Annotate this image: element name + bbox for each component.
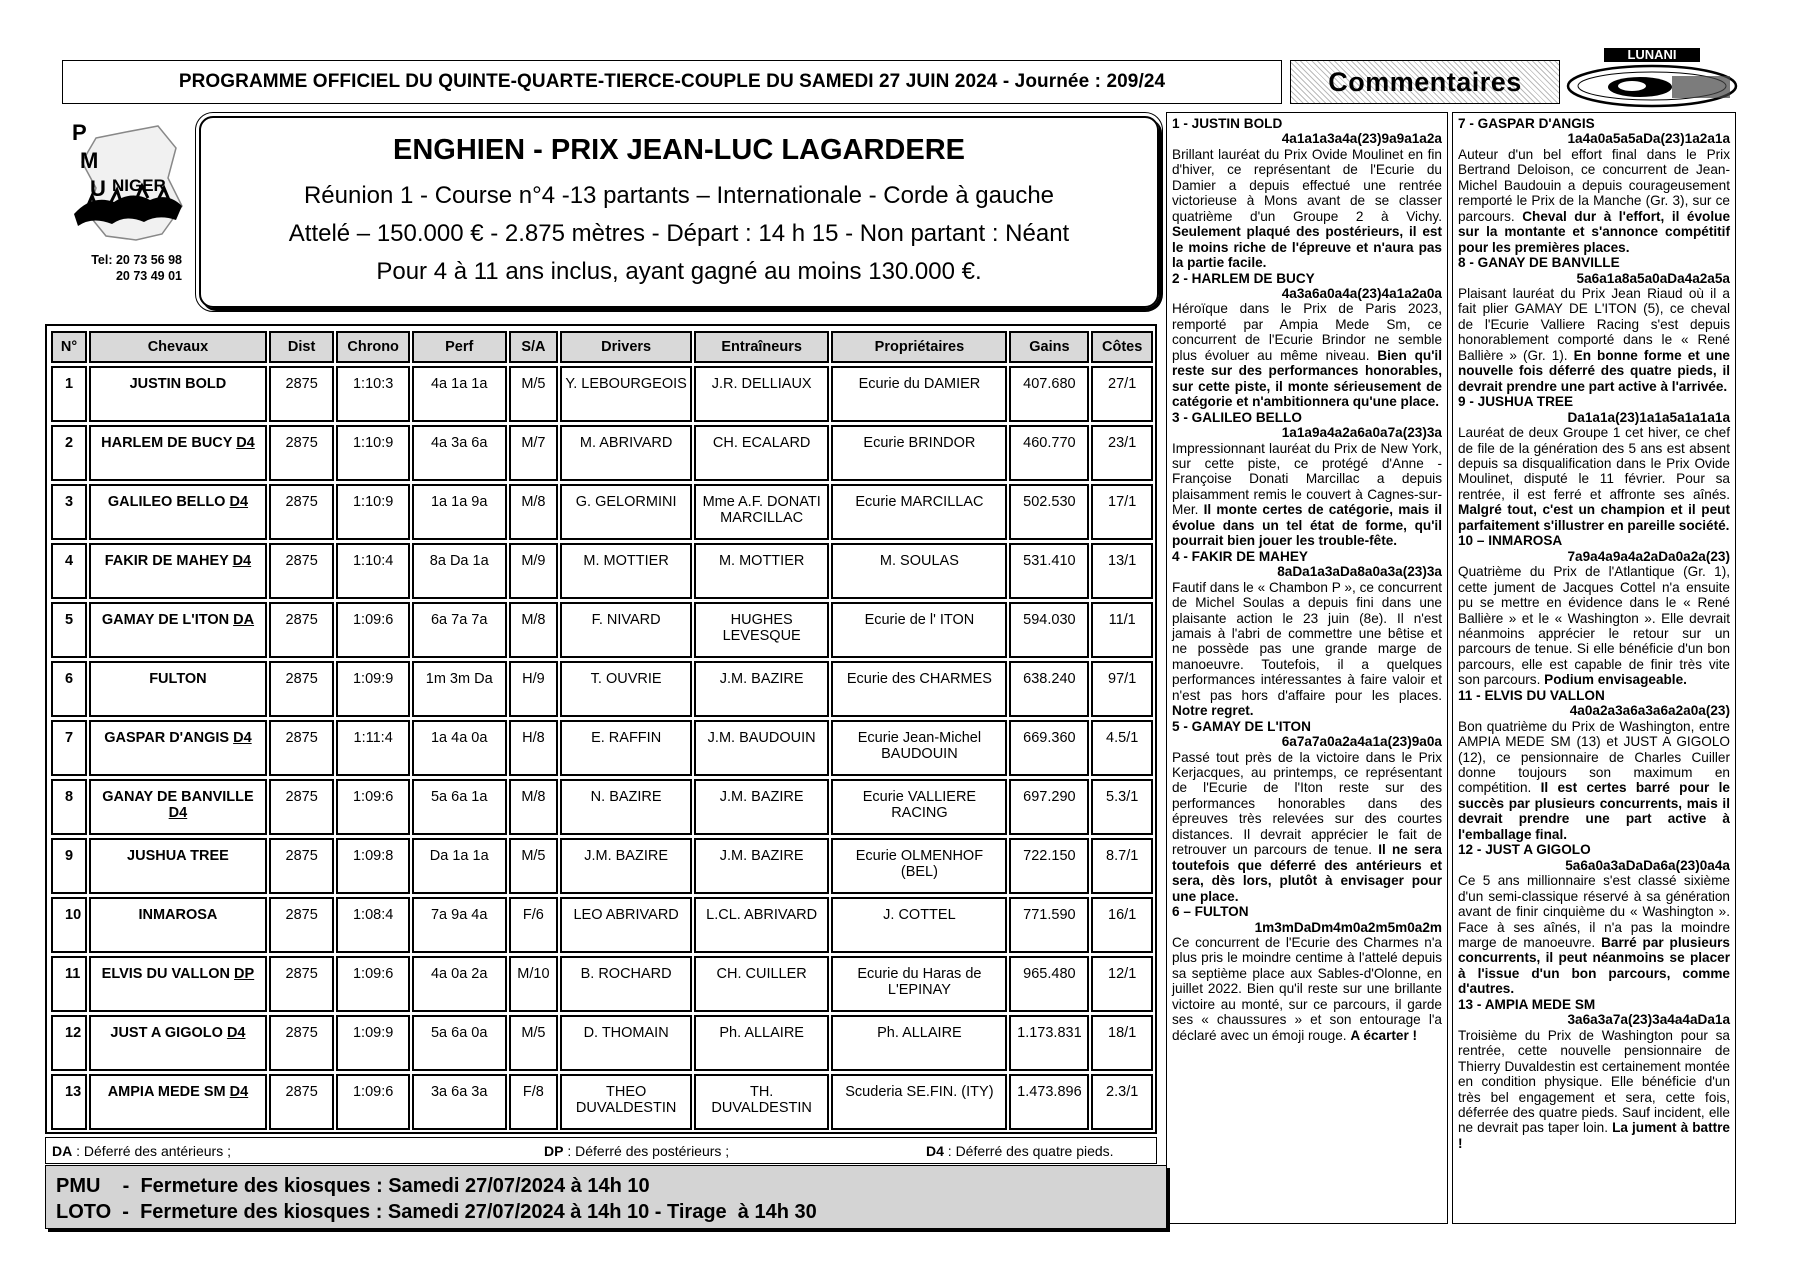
comment-entry	[1172, 271, 1442, 410]
comment-verdict: A écarter !	[1350, 1027, 1418, 1043]
odds-cell: 8.7/1	[1091, 838, 1153, 894]
comment-performances: 8aDa1a3aDa8a0a3a(23)3a	[1277, 564, 1442, 580]
comment-performances: 5a6a0a3aDaDa6a(23)0a4a	[1565, 857, 1730, 873]
odds-cell: 11/1	[1091, 602, 1153, 658]
lunani-logo-text: LUNANI	[1627, 47, 1677, 62]
comment-verdict: Malgré tout, c'est un champion et il peut parfaitement s'illustrer en pareille société.	[1458, 502, 1730, 533]
odds-cell: 5.3/1	[1091, 779, 1153, 835]
earnings-cell: 594.030	[1009, 602, 1089, 658]
column-header: Perf	[412, 331, 507, 363]
sex-age-cell: M/8	[509, 484, 559, 540]
comment-verdict: Il est certes barré pour le succès par plusieurs concurrents, mais il devrait prendre une part active à l'emballage final.	[1458, 780, 1730, 842]
comment-performances: 5a6a1a8a5a0aDa4a2a5a	[1576, 270, 1730, 286]
sex-age-cell: M/8	[509, 779, 559, 835]
column-header: Drivers	[560, 331, 692, 363]
sex-age-cell: M/5	[509, 366, 559, 422]
comment-horse-heading: 12 - JUST A GIGOLO	[1458, 842, 1591, 858]
odds-cell: 12/1	[1091, 956, 1153, 1012]
odds-cell: 97/1	[1091, 661, 1153, 717]
horse-name-cell	[89, 602, 267, 658]
owner-cell: Ecurie de l' ITON	[831, 602, 1007, 658]
column-header: Propriétaires	[831, 331, 1007, 363]
earnings-cell: 460.770	[1009, 425, 1089, 481]
table-row	[51, 956, 1153, 1012]
trainer-cell: J.M. BAZIRE	[694, 661, 829, 717]
comment-body: Lauréat de deux Groupe 1 cet hiver, ce chef de file de la génération des 5 ans est absent depuis sa disqualification dans le Prix Ovide Moulinet, disputé le 11 février. Pour sa rentrée, il est ferré et affronte ses aînés.	[1458, 425, 1730, 502]
horse-name: GALILEO BELLO	[107, 494, 226, 510]
driver-cell: G. GELORMINI	[560, 484, 692, 540]
comment-text	[1172, 441, 1442, 549]
comment-body: Brillant lauréat du Prix Ovide Moulinet en fin d'hiver, ce représentant de l'Ecurie du Damier a depuis effectué une rentrée victorieuse à Mons avant de se classer quatrième d'un Groupe 2 à Vichy.	[1172, 146, 1442, 224]
performance-cell: Da 1a 1a	[412, 838, 507, 894]
column-header: Chrono	[336, 331, 410, 363]
comment-horse-heading: 11 - ELVIS DU VALLON	[1458, 687, 1605, 703]
owner-cell: Ecurie OLMENHOF (BEL)	[831, 838, 1007, 894]
comment-verdict: Podium envisageable.	[1544, 672, 1687, 688]
comment-horse-heading: 4 - FAKIR DE MAHEY	[1172, 548, 1308, 564]
comment-horse-heading: 3 - GALILEO BELLO	[1172, 409, 1302, 425]
horse-name: JUSTIN BOLD	[129, 376, 227, 392]
horse-name: HARLEM DE BUCY	[101, 435, 233, 451]
odds-cell: 17/1	[1091, 484, 1153, 540]
comment-performances: 1m3mDaDm4m0a2m5m0a2m	[1254, 919, 1442, 935]
comments-column-left	[1166, 112, 1448, 1224]
earnings-cell: 407.680	[1009, 366, 1089, 422]
chrono-cell: 1:10:4	[336, 543, 410, 599]
runner-number-cell: 8	[51, 779, 87, 835]
trainer-cell: TH. DUVALDESTIN	[694, 1074, 829, 1130]
column-header: Chevaux	[89, 331, 267, 363]
earnings-cell: 1.473.896	[1009, 1074, 1089, 1130]
driver-cell: D. THOMAIN	[560, 1015, 692, 1071]
legend-d4: D4 : Déferré des quatre pieds.	[926, 1143, 1114, 1159]
odds-cell: 2.3/1	[1091, 1074, 1153, 1130]
comment-horse-heading: 10 – INMAROSA	[1458, 533, 1563, 549]
comment-horse-heading: 8 - GANAY DE BANVILLE	[1458, 255, 1620, 271]
horse-name: GANAY DE BANVILLE	[102, 789, 254, 805]
trainer-cell: Mme A.F. DONATI MARCILLAC	[694, 484, 829, 540]
earnings-cell: 722.150	[1009, 838, 1089, 894]
comment-body: Auteur d'un bel effort final dans le Prix Bertrand Deloison, ce concurrent de Jean-Michel Baudouin a depuis courageusement remporté le Prix de la Manche (Gr. 3), sur ce parcours.	[1458, 146, 1730, 224]
earnings-cell: 771.590	[1009, 897, 1089, 953]
comment-performances: 1a4a0a5a5aDa(23)1a2a1a	[1567, 131, 1730, 147]
owner-cell: Ecurie du DAMIER	[831, 366, 1007, 422]
runner-number-cell: 10	[51, 897, 87, 953]
comment-entry	[1172, 410, 1442, 549]
comment-performances: 4a1a1a3a4a(23)9a9a1a2a	[1281, 131, 1442, 147]
table-row	[51, 779, 1153, 835]
earnings-cell: 697.290	[1009, 779, 1089, 835]
sex-age-cell: M/5	[509, 838, 559, 894]
race-info-line-3: Pour 4 à 11 ans inclus, ayant gagné au moins 130.000 €.	[376, 257, 982, 285]
comment-verdict: Bien qu'il reste sur des performances honorables, sur cette piste, il monte sérieusement de catégorie et n'ambitionnera qu'une place.	[1172, 347, 1442, 410]
horse-name: GAMAY DE L'ITON	[101, 612, 230, 628]
owner-cell: Ecurie du Haras de L'EPINAY	[831, 956, 1007, 1012]
table-row	[51, 1015, 1153, 1071]
sex-age-cell: M/8	[509, 602, 559, 658]
comment-verdict: Barré par plusieurs concurrents, il peut néanmoins se placer à l'issue d'un bon parcours, comme d'autres.	[1458, 935, 1730, 997]
driver-cell: LEO ABRIVARD	[560, 897, 692, 953]
distance-cell: 2875	[269, 720, 334, 776]
table-row	[51, 543, 1153, 599]
comment-body: Héroïque dans le Prix de Paris 2023, remporté par Ampia Mede Sm, ce concurrent de l'Ecurie Brindor ne semble plus évoluer au même niveau.	[1172, 301, 1442, 363]
logo-word: NIGER	[112, 176, 166, 195]
driver-cell: J.M. BAZIRE	[560, 838, 692, 894]
comment-performances: Da1a1a(23)1a1a5a1a1a1a	[1567, 409, 1730, 425]
horse-name-cell	[89, 779, 267, 835]
earnings-cell: 502.530	[1009, 484, 1089, 540]
comment-verdict: Notre regret.	[1172, 703, 1254, 719]
pmu-closing-line: PMU - Fermeture des kiosques : Samedi 27/07/2024 à 14h 10	[56, 1175, 650, 1197]
odds-cell: 16/1	[1091, 897, 1153, 953]
lunani-logo	[1562, 46, 1742, 110]
comment-entry	[1458, 842, 1730, 997]
programme-title: PROGRAMME OFFICIEL DU QUINTE-QUARTE-TIERCE-COUPLE DU SAMEDI 27 JUIN 2024 - Journée : 209/24	[62, 60, 1282, 104]
horse-name-cell	[89, 484, 267, 540]
driver-cell: F. NIVARD	[560, 602, 692, 658]
sex-age-cell: M/9	[509, 543, 559, 599]
comment-body: Ce 5 ans millionnaire s'est classé sixième d'un semi-classique réservé à sa génération avant de finir cinquième du « Washington ». Face à ses aînés, il n'a pas la moindre marge de manoeuvre.	[1458, 873, 1730, 951]
owner-cell: Ecurie MARCILLAC	[831, 484, 1007, 540]
column-header: S/A	[509, 331, 559, 363]
logo-letter-m: M	[80, 148, 99, 173]
shoeing-tag: D4	[236, 435, 255, 451]
distance-cell: 2875	[269, 779, 334, 835]
runner-number-cell: 11	[51, 956, 87, 1012]
distance-cell: 2875	[269, 484, 334, 540]
chrono-cell: 1:10:3	[336, 366, 410, 422]
chrono-cell: 1:09:8	[336, 838, 410, 894]
distance-cell: 2875	[269, 1074, 334, 1130]
horse-name-cell	[89, 1015, 267, 1071]
chrono-cell: 1:09:6	[336, 956, 410, 1012]
comment-body: Fautif dans le « Chambon P », ce concurrent de Michel Soulas a depuis fini dans une plaisante action le 23 juin (8e). Il n'est jamais à l'abri de commettre une bêtise et ne possède pas une grande marge de manoeuvre. Toutefois, il a quelques performances intéressantes à faire valoir et n'est pas hors d'affaire pour les places.	[1172, 579, 1442, 703]
table-row	[51, 720, 1153, 776]
driver-cell: THEO DUVALDESTIN	[560, 1074, 692, 1130]
driver-cell: M. ABRIVARD	[560, 425, 692, 481]
shoeing-tag: D4	[232, 553, 252, 569]
distance-cell: 2875	[269, 661, 334, 717]
odds-cell: 23/1	[1091, 425, 1153, 481]
performance-cell: 4a 0a 2a	[412, 956, 507, 1012]
comment-text	[1458, 873, 1730, 997]
trainer-cell: J.M. BAZIRE	[694, 779, 829, 835]
runner-number-cell: 2	[51, 425, 87, 481]
shoeing-tag: D4	[229, 494, 249, 510]
distance-cell: 2875	[269, 897, 334, 953]
owner-cell: M. SOULAS	[831, 543, 1007, 599]
chrono-cell: 1:10:9	[336, 484, 410, 540]
comment-performances: 4a3a6a0a4a(23)4a1a2a0a	[1281, 285, 1442, 301]
earnings-cell: 669.360	[1009, 720, 1089, 776]
trainer-cell: J.R. DELLIAUX	[694, 366, 829, 422]
table-header-row	[51, 331, 1153, 363]
comment-text	[1458, 1028, 1730, 1152]
shoeing-tag: DA	[233, 612, 255, 628]
race-header-box	[195, 112, 1163, 312]
column-header: Côtes	[1091, 331, 1153, 363]
comment-horse-heading: 2 - HARLEM DE BUCY	[1172, 270, 1315, 286]
horse-name: JUSHUA TREE	[127, 848, 229, 864]
owner-cell: Ecurie VALLIERE RACING	[831, 779, 1007, 835]
earnings-cell: 531.410	[1009, 543, 1089, 599]
kiosk-closing-box	[45, 1165, 1167, 1229]
runners-table-frame	[45, 324, 1157, 1134]
comment-entry	[1458, 255, 1730, 394]
comment-horse-heading: 5 - GAMAY DE L'ITON	[1172, 718, 1311, 734]
driver-cell: M. MOTTIER	[560, 543, 692, 599]
performance-cell: 4a 3a 6a	[412, 425, 507, 481]
chrono-cell: 1:10:9	[336, 425, 410, 481]
comment-entry	[1458, 688, 1730, 843]
horse-name-cell	[89, 720, 267, 776]
contact-phones	[72, 252, 182, 284]
table-row	[51, 838, 1153, 894]
performance-cell: 7a 9a 4a	[412, 897, 507, 953]
runner-number-cell: 7	[51, 720, 87, 776]
runners-table	[49, 328, 1155, 1133]
comment-entry	[1458, 394, 1730, 533]
comment-verdict: La jument à battre !	[1458, 1120, 1730, 1151]
comment-verdict: Il ne sera toutefois que déferré des antérieurs et sera, dès lors, plutôt à envisager pour une place.	[1172, 842, 1442, 904]
horse-name: AMPIA MEDE SM	[107, 1084, 226, 1100]
horse-name-cell	[89, 956, 267, 1012]
trainer-cell: CH. ECALARD	[694, 425, 829, 481]
comment-entry	[1172, 904, 1442, 1043]
horse-name: JUST A GIGOLO	[110, 1025, 223, 1041]
odds-cell: 13/1	[1091, 543, 1153, 599]
column-header: Gains	[1009, 331, 1089, 363]
comment-verdict: Il monte certes de catégorie, mais il évolue dans un tel état de forme, qu'il pourrait bien jouer les trouble-fête.	[1172, 502, 1442, 549]
sex-age-cell: F/6	[509, 897, 559, 953]
comment-text	[1458, 719, 1730, 843]
distance-cell: 2875	[269, 956, 334, 1012]
trainer-cell: Ph. ALLAIRE	[694, 1015, 829, 1071]
odds-cell: 27/1	[1091, 366, 1153, 422]
comment-performances: 4a0a2a3a6a3a6a2a0a(23)	[1569, 703, 1730, 719]
comments-banner: Commentaires	[1290, 60, 1560, 104]
runner-number-cell: 12	[51, 1015, 87, 1071]
comment-text	[1458, 564, 1730, 688]
distance-cell: 2875	[269, 602, 334, 658]
comment-horse-heading: 13 - AMPIA MEDE SM	[1458, 996, 1596, 1012]
chrono-cell: 1:09:6	[336, 1074, 410, 1130]
race-title: ENGHIEN - PRIX JEAN-LUC LAGARDERE	[393, 133, 965, 166]
comment-horse-heading: 6 – FULTON	[1172, 904, 1249, 920]
comment-performances: 1a1a9a4a2a6a0a7a(23)3a	[1281, 425, 1442, 441]
shoeing-tag: DP	[234, 966, 255, 982]
comment-entry	[1458, 997, 1730, 1152]
column-header: Dist	[269, 331, 334, 363]
column-header: Entraîneurs	[694, 331, 829, 363]
chrono-cell: 1:09:9	[336, 1015, 410, 1071]
performance-cell: 1a 4a 0a	[412, 720, 507, 776]
driver-cell: N. BAZIRE	[560, 779, 692, 835]
chrono-cell: 1:11:4	[336, 720, 410, 776]
shoeing-tag: D4	[226, 1025, 246, 1041]
comment-body: Plaisant lauréat du Prix Jean Riaud où il a fait plier GAMAY DE L'ITON (5), ce cheval de l'Ecurie Valliere Racing s'est depuis honorablement comporté dans le « René Ballière » (Gr. 1).	[1458, 285, 1730, 363]
odds-cell: 18/1	[1091, 1015, 1153, 1071]
owner-cell: Ph. ALLAIRE	[831, 1015, 1007, 1071]
comment-body: Bon quatrième du Prix de Washington, entre AMPIA MEDE SM (13) et JUST A GIGOLO (12), ce pensionnaire de Charles Cuiller donne toujours son maximum en compétition.	[1458, 718, 1730, 796]
comment-verdict: En bonne forme et une nouvelle fois déferré des quatre pieds, il devrait prendre une part active à l'arrivée.	[1458, 347, 1730, 394]
chrono-cell: 1:09:9	[336, 661, 410, 717]
driver-cell: T. OUVRIE	[560, 661, 692, 717]
sex-age-cell: M/7	[509, 425, 559, 481]
loto-closing-line: LOTO - Fermeture des kiosques : Samedi 27/07/2024 à 14h 10 - Tirage à 14h 30	[56, 1201, 817, 1223]
horse-name-cell	[89, 1074, 267, 1130]
runner-number-cell: 4	[51, 543, 87, 599]
chrono-cell: 1:09:6	[336, 779, 410, 835]
horse-name: FAKIR DE MAHEY	[104, 553, 229, 569]
sex-age-cell: H/8	[509, 720, 559, 776]
tel-line-2: 20 73 49 01	[115, 269, 182, 283]
shoeing-tag: D4	[229, 1084, 249, 1100]
performance-cell: 1a 1a 9a	[412, 484, 507, 540]
runner-number-cell: 9	[51, 838, 87, 894]
odds-cell: 4.5/1	[1091, 720, 1153, 776]
runner-number-cell: 3	[51, 484, 87, 540]
comment-body: Troisième du Prix de Washington pour sa rentrée, cette nouvelle pensionnaire de Thierry Duvaldestin est certainement montée en condition physique. Elle bénéficie d'un très bel engagement et sera, cette fois, déferrée des quatre pieds. Sauf incident, elle ne devrait pas taper loin.	[1458, 1027, 1730, 1136]
performance-cell: 6a 7a 7a	[412, 602, 507, 658]
comment-entry	[1458, 533, 1730, 688]
sex-age-cell: M/5	[509, 1015, 559, 1071]
earnings-cell: 1.173.831	[1009, 1015, 1089, 1071]
runner-number-cell: 5	[51, 602, 87, 658]
comment-verdict: Cheval dur à l'effort, il évolue sur la montante et s'annonce compétitif pour les premières places.	[1458, 208, 1730, 255]
performance-cell: 8a Da 1a	[412, 543, 507, 599]
driver-cell: B. ROCHARD	[560, 956, 692, 1012]
comment-performances: 7a9a4a9a4a2aDa0a2a(23)	[1567, 548, 1730, 564]
runner-number-cell: 6	[51, 661, 87, 717]
sex-age-cell: H/9	[509, 661, 559, 717]
horse-name-cell	[89, 838, 267, 894]
comment-entry	[1172, 719, 1442, 904]
chrono-cell: 1:08:4	[336, 897, 410, 953]
performance-cell: 5a 6a 1a	[412, 779, 507, 835]
race-info-line-1: Réunion 1 - Course n°4 -13 partants – Internationale - Corde à gauche	[303, 181, 1055, 209]
comment-text	[1172, 935, 1442, 1043]
performance-cell: 4a 1a 1a	[412, 366, 507, 422]
table-row	[51, 484, 1153, 540]
performance-cell: 1m 3m Da	[412, 661, 507, 717]
trainer-cell: J.M. BAZIRE	[694, 838, 829, 894]
driver-cell: Y. LEBOURGEOIS	[560, 366, 692, 422]
table-row	[51, 897, 1153, 953]
legend-da: DA : Déferré des antérieurs ;	[52, 1143, 231, 1159]
trainer-cell: J.M. BAUDOUIN	[694, 720, 829, 776]
trainer-cell: CH. CUILLER	[694, 956, 829, 1012]
comment-text	[1458, 286, 1730, 394]
earnings-cell: 965.480	[1009, 956, 1089, 1012]
comments-column-right	[1452, 112, 1736, 1224]
owner-cell: Ecurie Jean-Michel BAUDOUIN	[831, 720, 1007, 776]
logo-letter-p: P	[72, 120, 87, 145]
comment-text	[1172, 301, 1442, 409]
comment-verdict: Seulement plaqué des postérieurs, il est le moins riche de l'épreuve et n'aura pas la partie facile.	[1172, 224, 1442, 271]
owner-cell: Ecurie BRINDOR	[831, 425, 1007, 481]
horse-name: ELVIS DU VALLON	[101, 966, 231, 982]
comment-text	[1172, 147, 1442, 271]
horse-name-cell	[89, 661, 267, 717]
runner-number-cell: 1	[51, 366, 87, 422]
chrono-cell: 1:09:6	[336, 602, 410, 658]
horse-name-cell	[89, 897, 267, 953]
horse-name-cell	[89, 425, 267, 481]
column-header: N°	[51, 331, 87, 363]
comment-body: Quatrième du Prix de l'Atlantique (Gr. 1), cette jument de Jacques Cottel n'a ensuite pu se mettre en évidence dans le « René Ballière » et le « Washington ». Elle devrait néanmoins apprécier le retour sur un parcours de tenue. Si elle bénéficie d'un bon parcours, elle est capable de finir très vite son parcours.	[1458, 564, 1730, 688]
horse-name: FULTON	[149, 671, 207, 687]
table-row	[51, 661, 1153, 717]
runner-number-cell: 13	[51, 1074, 87, 1130]
driver-cell: E. RAFFIN	[560, 720, 692, 776]
sex-age-cell: F/8	[509, 1074, 559, 1130]
comment-horse-heading: 7 - GASPAR D'ANGIS	[1458, 116, 1595, 131]
sex-age-cell: M/10	[509, 956, 559, 1012]
horse-name: INMAROSA	[138, 907, 218, 923]
owner-cell: J. COTTEL	[831, 897, 1007, 953]
distance-cell: 2875	[269, 1015, 334, 1071]
comment-entry	[1172, 116, 1442, 271]
distance-cell: 2875	[269, 425, 334, 481]
comment-text	[1172, 580, 1442, 719]
shoeing-tag: D4	[233, 730, 252, 746]
comment-horse-heading: 1 - JUSTIN BOLD	[1172, 116, 1283, 131]
comment-body: Impressionnant lauréat du Prix de New York, sur cette piste, ce protégé d'Anne -Françoise Donati Marcillac a depuis plaisamment remis le couvert à Cagnes-sur-Mer.	[1172, 440, 1442, 518]
table-row	[51, 425, 1153, 481]
distance-cell: 2875	[269, 543, 334, 599]
performance-cell: 3a 6a 3a	[412, 1074, 507, 1130]
table-row	[51, 602, 1153, 658]
distance-cell: 2875	[269, 366, 334, 422]
legend-dp: DP : Déferré des postérieurs ;	[544, 1143, 730, 1159]
comment-body: Ce concurrent de l'Ecurie des Charmes n'a plus pris le moindre centime à l'attelé depuis sa septième place aux Sables-d'Olonne, en juillet 2022. Bien qu'il reste sur une brillante victoire au monté, sur ce parcours, il garde ses « chaussures » et son entourage l'a déclaré avec un émoji rouge.	[1172, 935, 1442, 1043]
shoeing-legend	[45, 1137, 1157, 1164]
comment-horse-heading: 9 - JUSHUA TREE	[1458, 394, 1574, 410]
table-row	[51, 366, 1153, 422]
comment-text	[1458, 425, 1730, 533]
comment-text	[1172, 750, 1442, 905]
horse-name-cell	[89, 366, 267, 422]
performance-cell: 5a 6a 0a	[412, 1015, 507, 1071]
comment-entry	[1458, 116, 1730, 255]
trainer-cell: M. MOTTIER	[694, 543, 829, 599]
comment-entry	[1172, 549, 1442, 719]
table-row	[51, 1074, 1153, 1130]
race-info-line-2: Attelé – 150.000 € - 2.875 mètres - Départ : 14 h 15 - Non partant : Néant	[288, 219, 1070, 247]
comment-body: Passé tout près de la victoire dans le Prix Kerjacques, au printemps, ce représentant de l'Ecurie de l'Iton reste sur des performances honorables dans des épreuves très relevées sur des courtes distances. Il devrait apprécier le fait de retrouver un parcours de tenue.	[1172, 749, 1442, 858]
earnings-cell: 638.240	[1009, 661, 1089, 717]
owner-cell: Ecurie des CHARMES	[831, 661, 1007, 717]
logo-letter-u: U	[90, 176, 106, 201]
horse-name-cell	[89, 543, 267, 599]
horse-name: GASPAR D'ANGIS	[104, 730, 230, 746]
owner-cell: Scuderia SE.FIN. (ITY)	[831, 1074, 1007, 1130]
trainer-cell: HUGHES LEVESQUE	[694, 602, 829, 658]
comment-performances: 6a7a7a0a2a4a1a(23)9a0a	[1281, 734, 1442, 750]
trainer-cell: L.CL. ABRIVARD	[694, 897, 829, 953]
comment-text	[1458, 147, 1730, 255]
comment-performances: 3a6a3a7a(23)3a4a4aDa1a	[1567, 1012, 1730, 1028]
tel-line-1: Tel: 20 73 56 98	[91, 253, 182, 267]
shoeing-tag: D4	[168, 805, 188, 821]
distance-cell: 2875	[269, 838, 334, 894]
